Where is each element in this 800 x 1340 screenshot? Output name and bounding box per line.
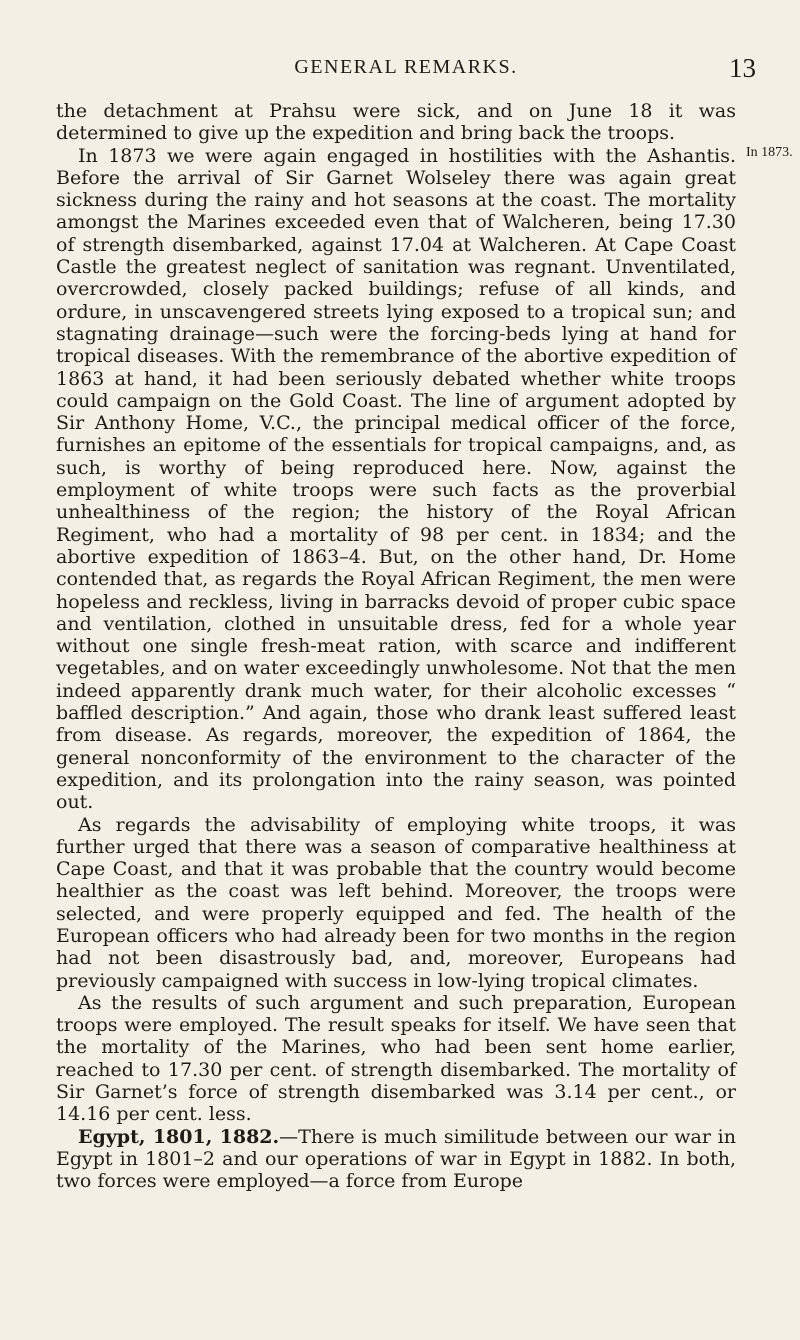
running-title: GENERAL REMARKS. <box>294 56 518 78</box>
page-header <box>56 53 756 90</box>
paragraph-continuation: the detachment at Prahsu were sick, and on June 18 it was determined to give up the expedition and bring back the troops. <box>56 100 736 145</box>
paragraph-results: As the results of such argument and such preparation, European troops were employed. The result speaks for itself. We have seen that the mortality of the Marines, who had been sent home earlier, reached to 17.30 per cent. of strength disembarked. The mortality of Sir Garnet’s force of strength disembarked was 3.14 per cent., or 14.16 per cent. less. <box>56 991 736 1126</box>
paragraph-advisability: As regards the advisability of employing white troops, it was further urged that there was a season of comparative healthiness at Cape Coast, and that it was probable that the country would become healthier as the coast was left behind. Moreover, the troops were selected, and were properly equipped and fed. The health of the European officers who had already been for two months in the region had not been disastrously bad, and, moreover, Europeans had previously campaigned with success in low-lying tropical climates. <box>56 813 736 992</box>
paragraph-egypt-text: —There is much similitude between our war in Egypt in 1801–2 and our operations of war in Egypt in 1882. In both, two forces were employed—a force from Europe <box>56 1125 736 1193</box>
paragraph-egypt <box>56 1126 736 1193</box>
paragraph-ashanti-1873: In 1873 we were again engaged in hostilities with the Ashantis. Before the arrival of Sir Garnet Wolseley there was again great sickness during the rainy and hot seasons at the coast. The mortality amongst the Marines exceeded even that of Walcheren, being 17.30 of strength disembarked, against 17.04 at Walcheren. At Cape Coast Castle the greatest neglect of sanitation was regnant. Unventilated, overcrowded, closely packed buildings; refuse of all kinds, and ordure, in unscavengered streets lying exposed to a tropical sun; and stagnating drainage—such were the forcing-beds lying at hand for tropical diseases. With the remembrance of the abortive expedition of 1863 at hand, it had been seriously debated whether white troops could campaign on the Gold Coast. The line of argument adopted by Sir Anthony Home, V.C., the principal medical officer of the force, furnishes an epitome of the essentials for tropical campaigns, and, as such, is worthy of being reproduced here. Now, against the employment of white troops were such facts as the proverbial unhealthiness of the region; the history of the Royal African Regiment, who had a mortality of 98 per cent. in 1834; and the abortive expedition of 1863–4. But, on the other hand, Dr. Home contended that, as regards the Royal African Regiment, the men were hopeless and reckless, living in barracks devoid of proper cubic space and ventilation, clothed in unsuitable dress, fed for a whole year without one single fresh-meat ration, with scarce and indifferent vegetables, and on water exceedingly unwholesome. Not that the men indeed apparently drank much water, for their alcoholic excesses “ baffled description.” And again, those who drank least suffered least from disease. As regards, moreover, the expedition of 1864, the general nonconformity of the environment to the character of the expedition, and its prolongation into the rainy season, was pointed out. <box>56 144 736 814</box>
run-in-heading-egypt: Egypt, 1801, 1882. <box>78 1125 280 1148</box>
page-number: 13 <box>729 53 756 83</box>
margin-note-1873: In 1873. <box>746 145 793 160</box>
body-text <box>56 100 736 1193</box>
